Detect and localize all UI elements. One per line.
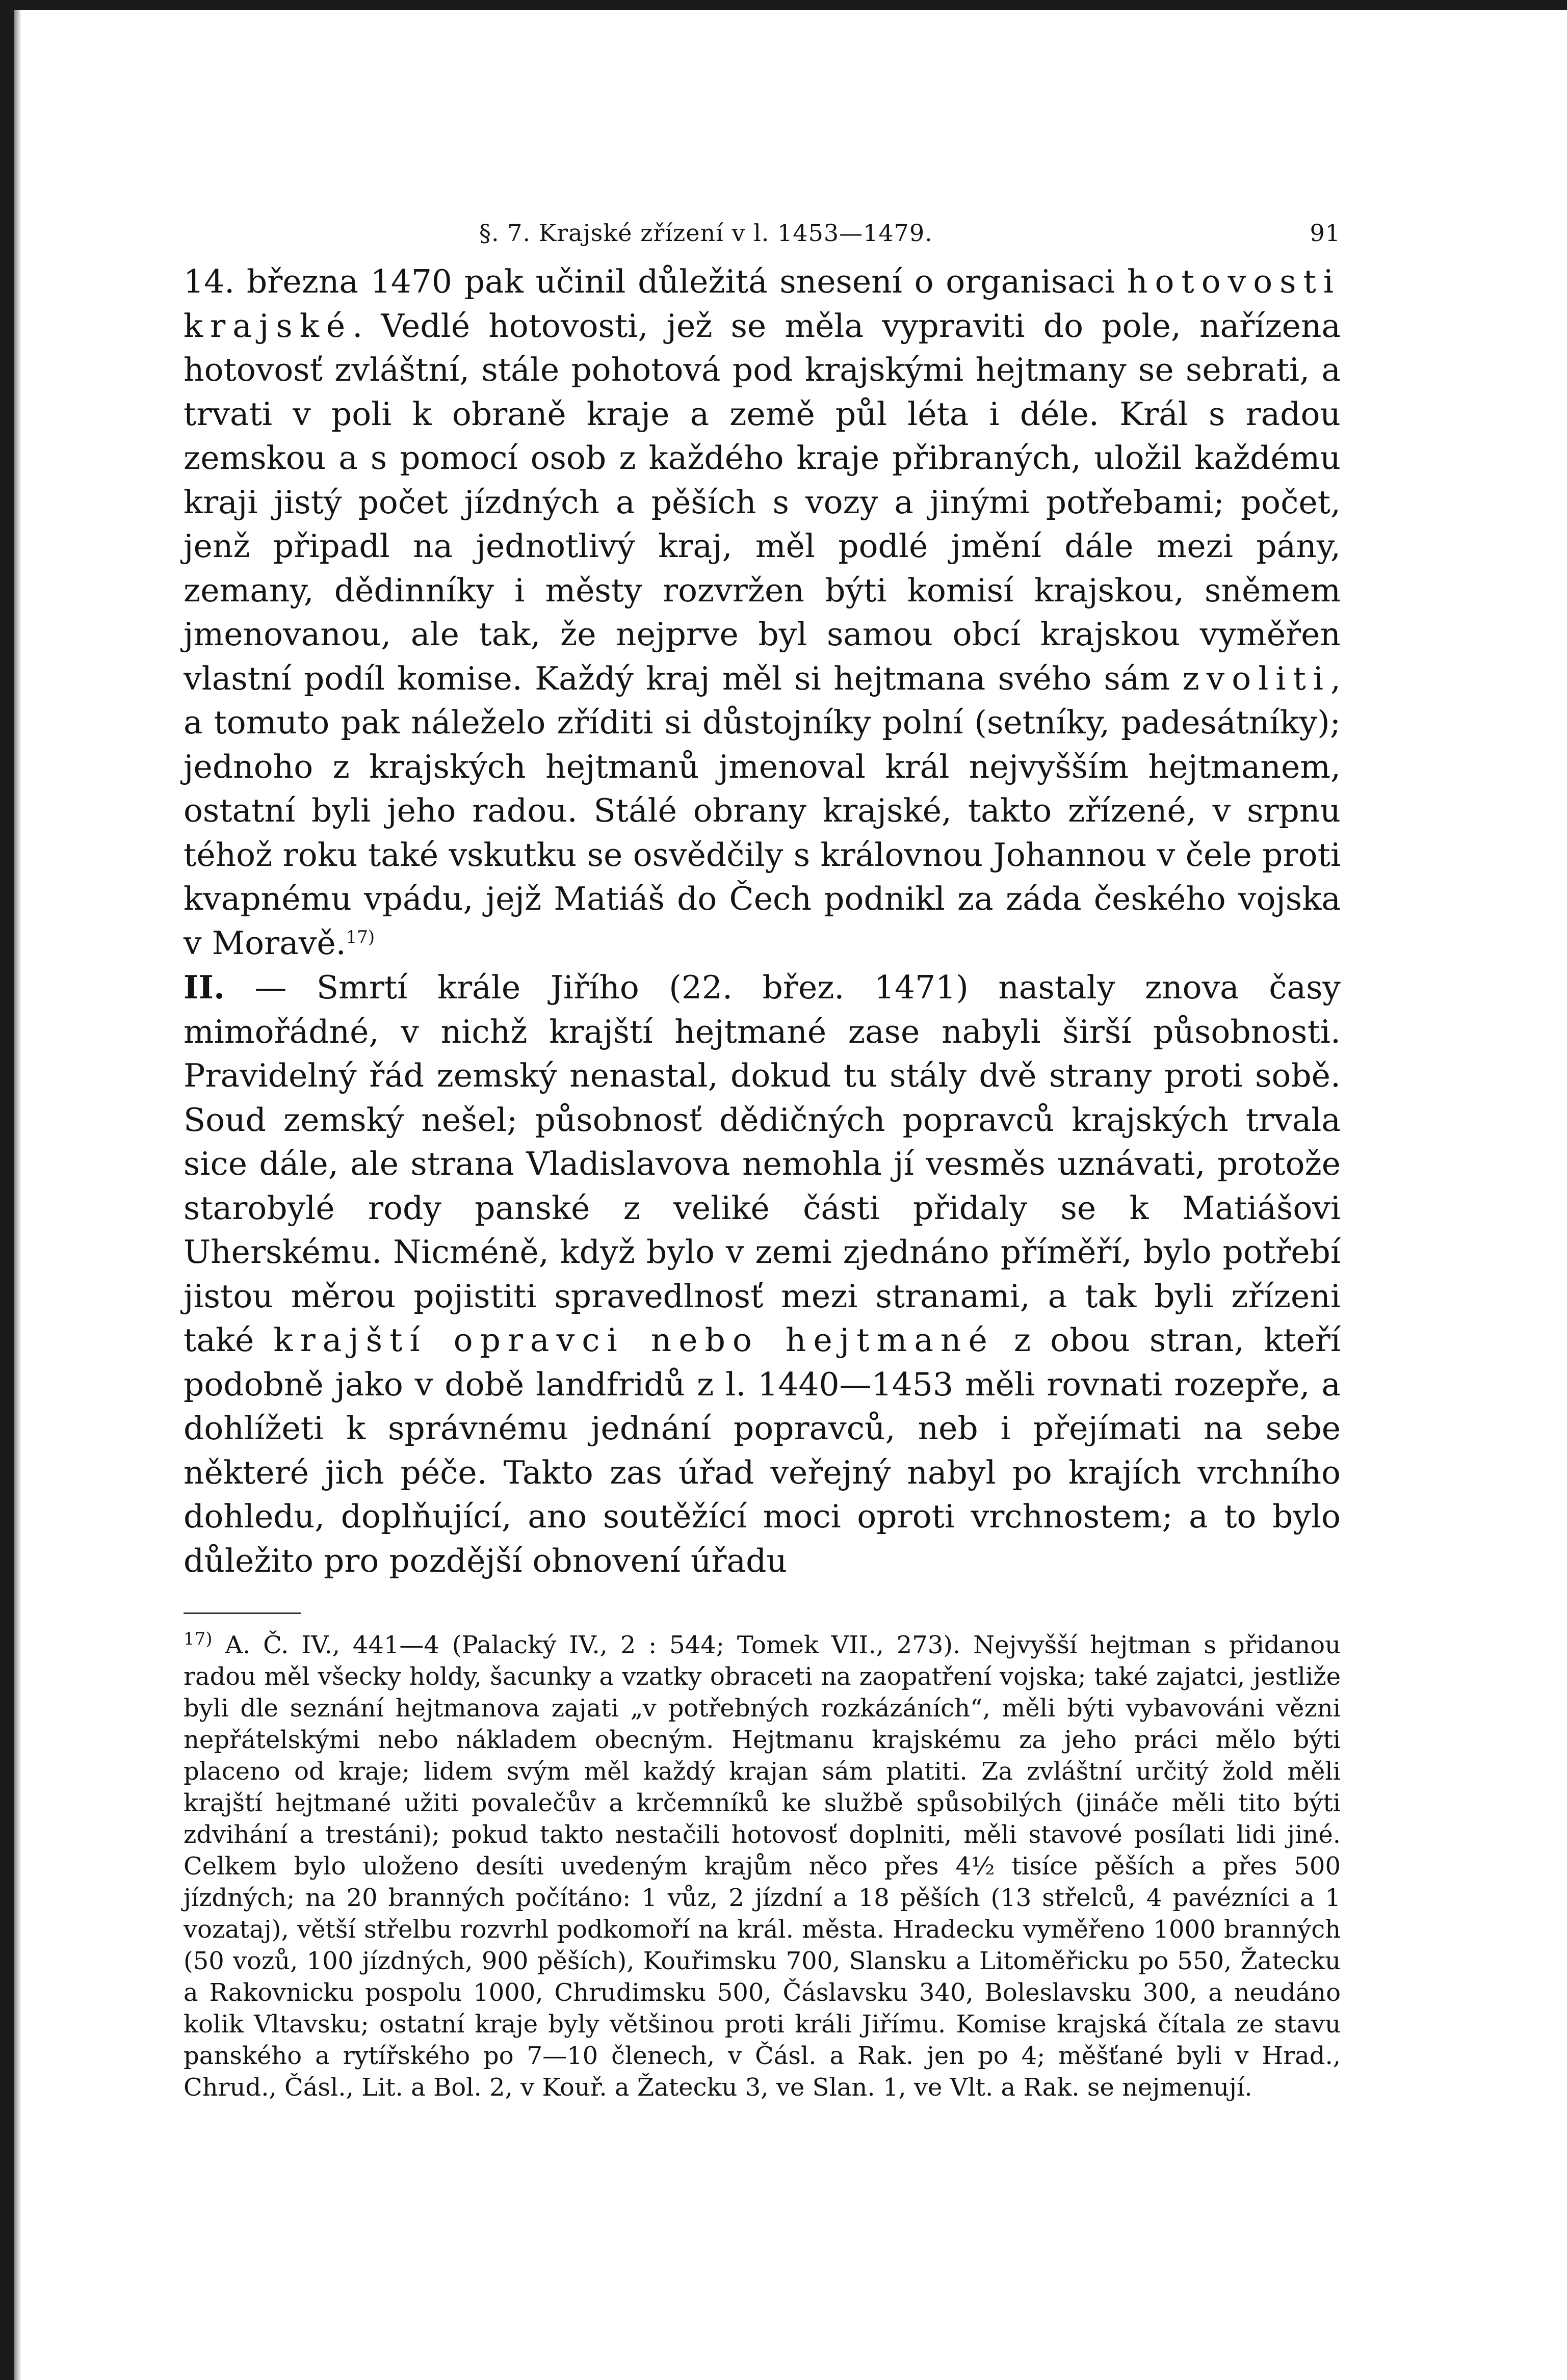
paragraph-1-text-e: , a tomuto pak náleželo zříditi si důstojníky polní (setníky, padesátníky); jednoho z krajských hejtmanů jmenoval král nejvyšším hejtmanem, ostatní byli jeho radou. Stálé obrany krajské, takto zřízené, v srpnu téhož roku také vskutku se osvědčily s královnou Johannou v čele proti kvapnému vpádu, jejž Matiáš do Čech podnikl za záda českého vojska v Moravě.	[184, 659, 1341, 962]
page-number: 91	[1310, 219, 1341, 247]
scan-gutter-shadow	[14, 10, 21, 2380]
section-number: II.	[184, 968, 225, 1006]
footnote-text: A. Č. IV., 441—4 (Palacký IV., 2 : 544; Tomek VII., 273). Nejvyšší hejtman s přidanou radou měl všecky holdy, šacunky a vzatky obraceti na zaopatření vojska; také zajatci, jestliže byli dle seznání hejtmanova zajati „v potřebných rozkázáních“, měli býti vybavováni vězni nepřátelskými nebo nákladem obecným. Hejtmanu krajskému za jeho práci mělo býti placeno od kraje; lidem svým měl každý krajan sám platiti. Za zvláštní určitý žold měli krajští hejtmané užiti povalečův a krčemníků ke službě spůsobilých (jináče měli tito býti zdvihání a trestáni); pokud takto nestačili hotovosť doplniti, měli stavové posílati lidi jiné. Celkem bylo uloženo desíti uvedeným krajům něco přes 4½ tisíce pěších a přes 500 jízdných; na 20 branných počítáno: 1 vůz, 2 jízdní a 18 pěších (13 střelců, 4 pavézníci a 1 vozataj), větší střelbu rozvrhl podkomoří na král. města. Hradecku vyměřeno 1000 branných (50 vozů, 100 jízdných, 900 pěších), Kouřimsku 700, Slansku a Litoměřicku po 550, Žatecku a Rakovnicku pospolu 1000, Chrudimsku 500, Čáslavsku 340, Boleslavsku 300, a neudáno kolik Vltavsku; ostatní kraje byly většinou proti králi Jiřímu. Komise krajská čítala ze stavu panského a rytířského po 7—10 členech, v Čásl. a Rak. jen po 4; měšťané byli v Hrad., Chrud., Čásl., Lit. a Bol. 2, v Kouř. a Žatecku 3, ve Slan. 1, ve Vlt. a Rak. se nejmenují.	[184, 1631, 1341, 2102]
chapter-title: §. 7. Krajské zřízení v l. 1453—1479.	[479, 219, 933, 247]
scan-border-left	[0, 0, 14, 2380]
running-header	[184, 204, 1341, 260]
paragraph-1	[184, 260, 1341, 965]
main-text	[184, 260, 1341, 1583]
footnote-reference-17[interactable]: 17)	[346, 927, 375, 947]
footnote-divider	[184, 1612, 301, 1614]
emphasis-krajsti-opravci: krajští opravci nebo hejtmané	[273, 1321, 995, 1359]
paragraph-2-text-a: — Smrtí krále Jiřího (22. břez. 1471) nastaly znova časy mimořádné, v nichž krajští hejtmané zase nabyli širší působnosti. Pravidelný řád zemský nenastal, dokud tu stály dvě strany proti sobě. Soud zemský nešel; působnosť dědičných popravců krajských trvala sice dále, ale strana Vladislavova nemohla jí vesměs uznávati, protože starobylé rody panské z veliké části přidaly se k Matiášovi Uherskému. Nicméně, když bylo v zemi zjednáno příměří, bylo potřebí jistou měrou pojistiti spravedlnosť mezi stranami, a tak byli zřízeni také	[184, 969, 1341, 1359]
footnotes	[184, 1629, 1341, 2103]
footnote-17	[184, 1629, 1341, 2103]
paragraph-2	[184, 965, 1341, 1583]
paragraph-1-text-a: 14. března 1470 pak učinil důležitá snesení o organisaci	[184, 263, 1127, 300]
emphasis-hotovosti-krajske: hotovosti krajské	[184, 263, 1341, 345]
emphasis-zvoliti: zvoliti	[1182, 659, 1330, 697]
paragraph-1-text-c: . Vedlé hotovosti, jež se měla vypraviti do pole, nařízena hotovosť zvláštní, stále pohotová pod krajskými hejtmany se sebrati, a trvati v poli k obraně kraje a země půl léta i déle. Král s radou zemskou a s pomocí osob z každého kraje přibraných, uložil každému kraji jistý počet jízdných a pěších s vozy a jinými potřebami; počet, jenž připadl na jednotlivý kraj, měl podlé jmění dále mezi pány, zemany, dědinníky i městy rozvržen býti komisí krajskou, sněmem jmenovanou, ale tak, že nejprve byl samou obcí krajskou vyměřen vlastní podíl komise. Každý kraj měl si hejtmana svého sám	[184, 307, 1341, 697]
book-page	[184, 204, 1341, 2103]
footnote-marker: 17)	[184, 1629, 213, 1649]
paragraph-2-text-c: z obou stran, kteří podobně jako v době landfridů z l. 1440—1453 měli rovnati rozepře, a dohlížeti k správnému jednání popravců, neb i přejímati na sebe některé jich péče. Takto zas úřad veřejný nabyl po krajích vrchního dohledu, doplňující, ano soutěžící moci oproti vrchnostem; a to bylo důležito pro pozdější obnovení úřadu	[184, 1321, 1341, 1579]
scan-border-top	[0, 0, 1567, 10]
